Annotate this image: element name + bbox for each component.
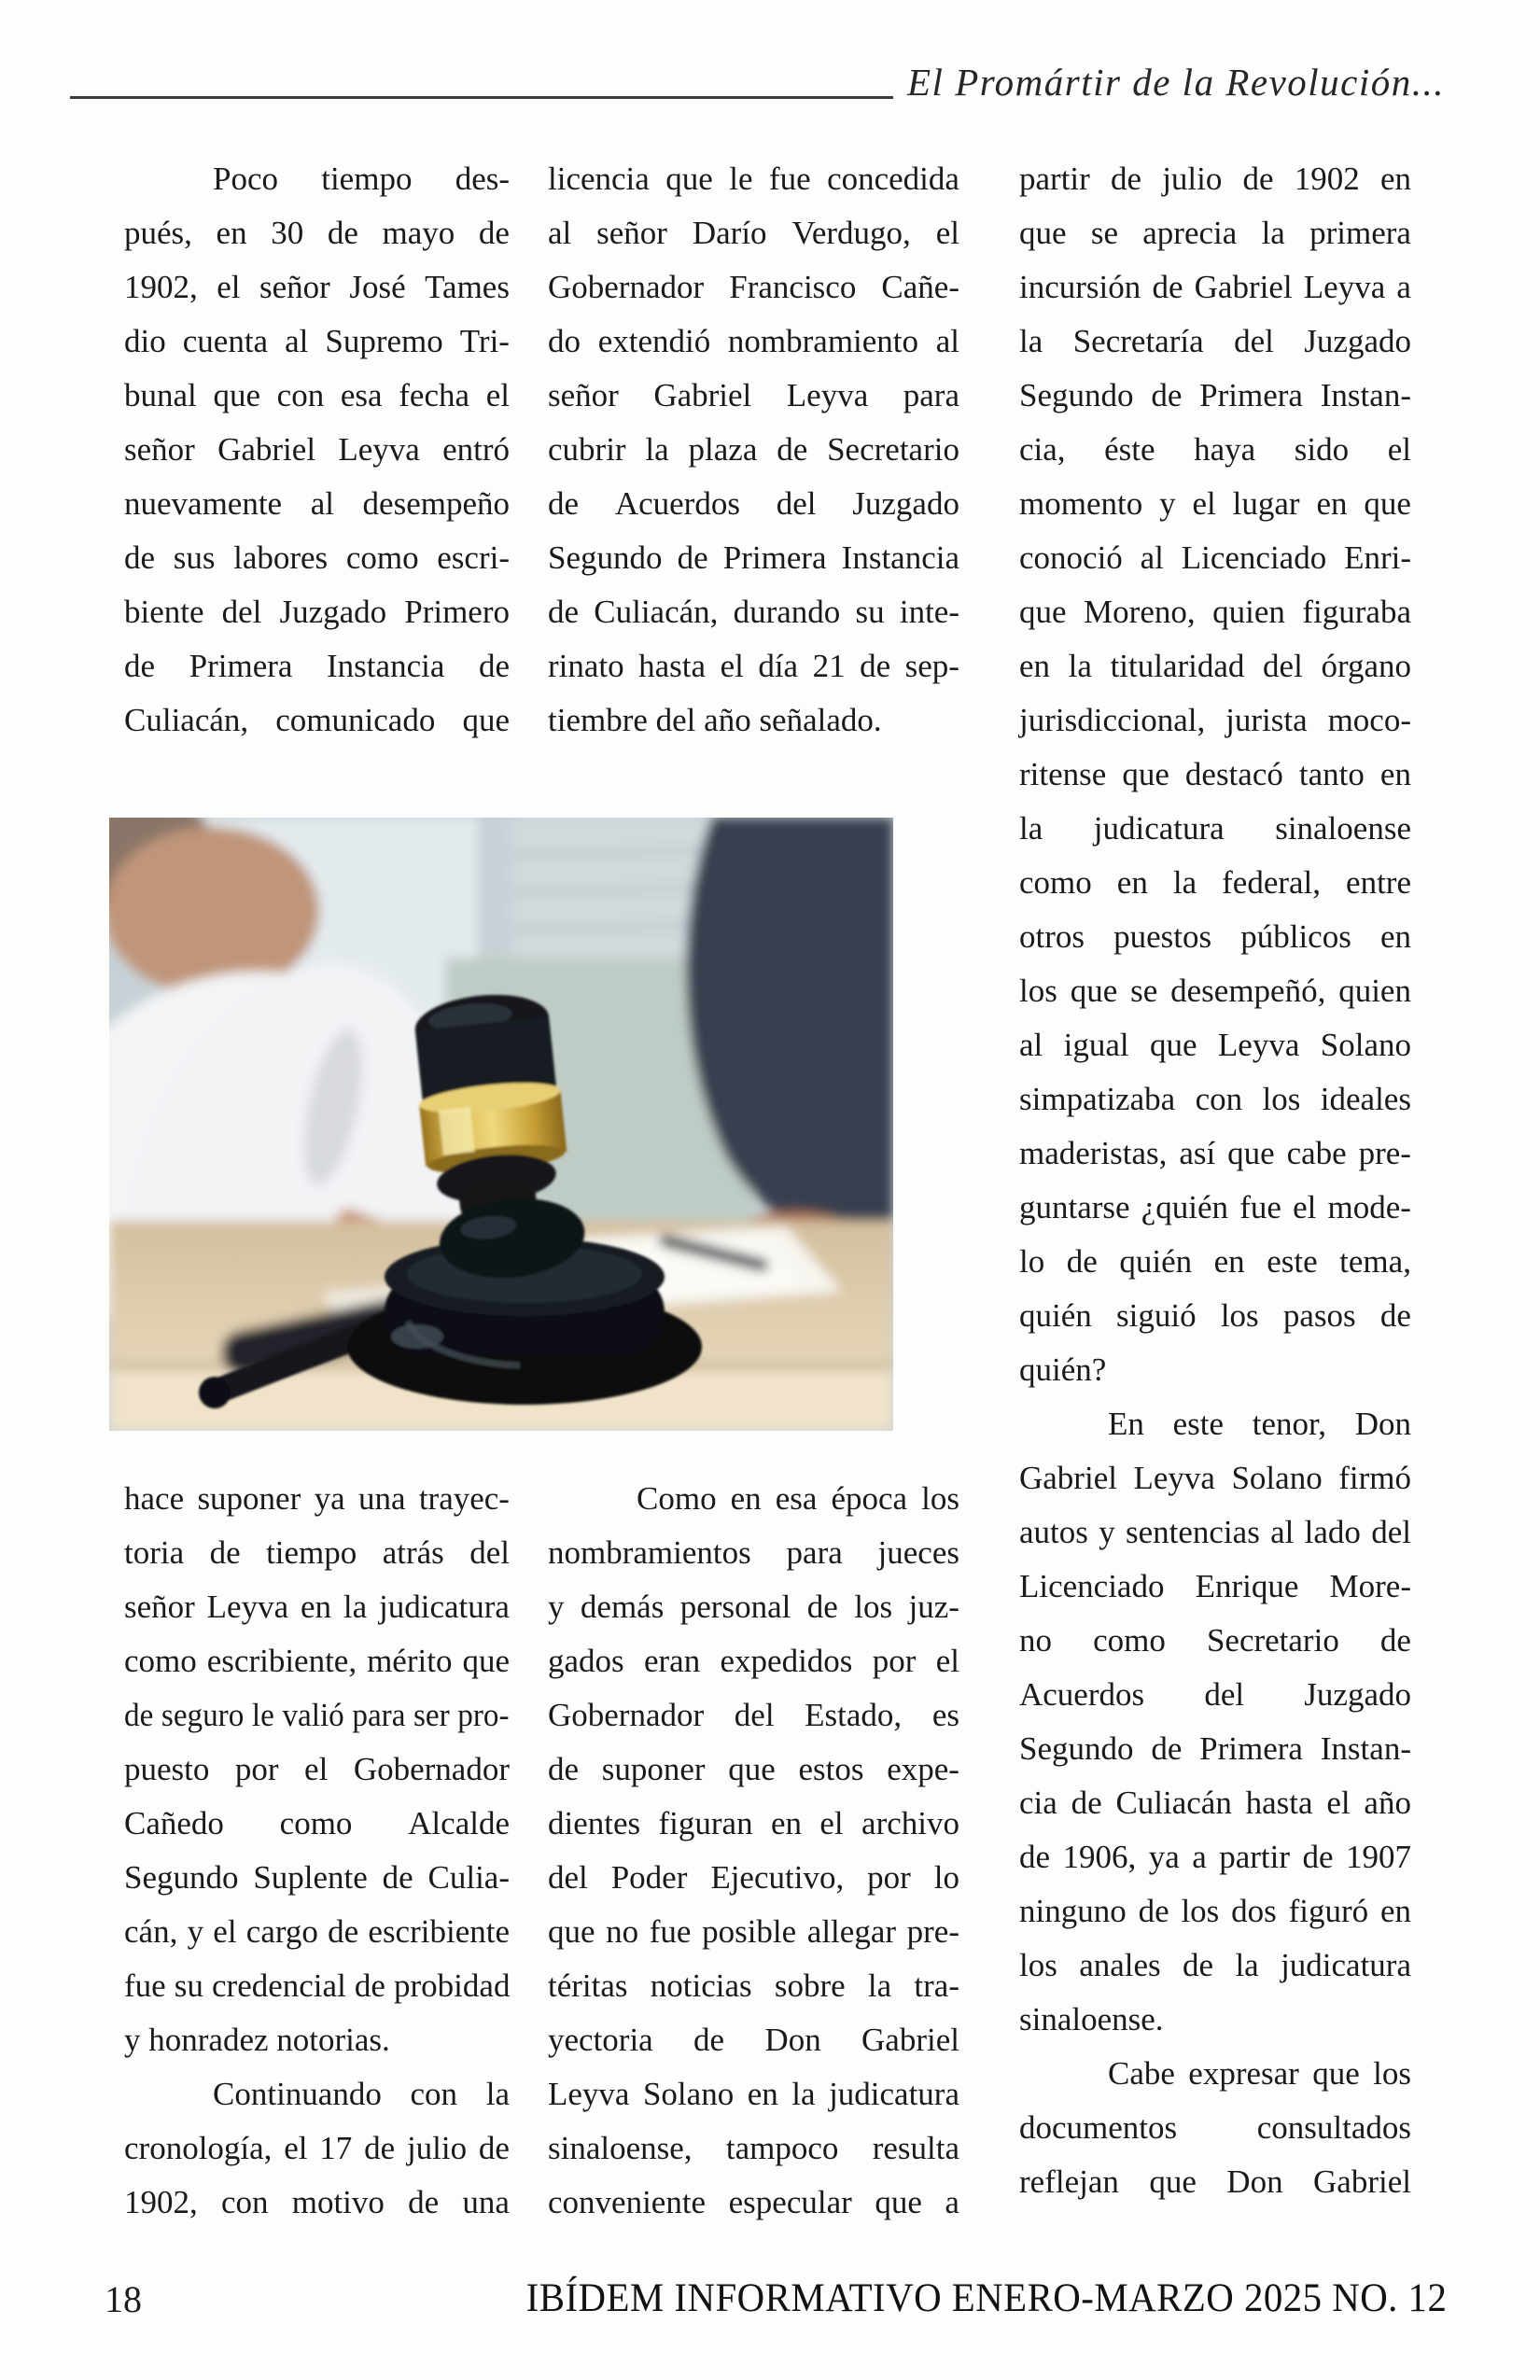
text-line: señor Gabriel Leyva para (548, 377, 959, 413)
text-line: de Primera Instancia de (124, 648, 510, 684)
text-line: guntarse ¿quién fue el mode- (1019, 1189, 1411, 1225)
text-line: conveniente especular que a (548, 2184, 959, 2220)
text-line: tiembre del año señalado. (548, 702, 882, 738)
text-line: cronología, el 17 de julio de (124, 2130, 510, 2166)
text-line: Segundo de Primera Instan- (1019, 1730, 1411, 1767)
text-line: quién siguió los pasos de (1019, 1297, 1411, 1334)
text-line: Licenciado Enrique More- (1019, 1568, 1411, 1604)
text-line: otros puestos públicos en (1019, 918, 1411, 955)
text-line: y demás personal de los juz- (548, 1589, 959, 1625)
text-line: que no fue posible allegar pre- (548, 1913, 959, 1950)
text-line: de Culiacán, durando su inte- (548, 594, 959, 630)
text-line: yectoria de Don Gabriel (548, 2022, 959, 2058)
text-line: como en la federal, entre (1019, 864, 1411, 901)
header-title: El Promártir de la Revolución... (907, 61, 1445, 104)
text-line: quién? (1019, 1351, 1107, 1388)
text-line: conoció al Licenciado Enri- (1019, 539, 1411, 576)
text-line: Acuerdos del Juzgado (1019, 1676, 1411, 1713)
text-line: biente del Juzgado Primero (124, 594, 510, 630)
text-line: sinaloense. (1019, 2001, 1164, 2037)
text-line: do extendió nombramiento al (548, 323, 959, 359)
text-line: hace suponer ya una trayec- (124, 1480, 510, 1517)
text-line: de sus labores como escri- (124, 539, 510, 576)
text-line: 1902, con motivo de una (124, 2184, 510, 2220)
text-line: reflejan que Don Gabriel (1019, 2163, 1411, 2200)
text-line: Gabriel Leyva Solano firmó (1019, 1460, 1411, 1496)
text-line: puesto por el Gobernador (124, 1751, 510, 1787)
header-rule (70, 96, 893, 99)
text-line: señor Gabriel Leyva entró (124, 431, 510, 468)
text-line: incursión de Gabriel Leyva a (1019, 269, 1411, 305)
column-2-top (548, 152, 959, 748)
text-line: Leyva Solano en la judicatura (548, 2076, 959, 2112)
text-line: dio cuenta al Supremo Tri- (124, 323, 510, 359)
text-line: nombramientos para jueces (548, 1534, 959, 1571)
text-line: sinaloense, tampoco resulta (548, 2130, 959, 2166)
text-line: rinato hasta el día 21 de sep- (548, 648, 959, 684)
text-line: que se aprecia la primera (1019, 215, 1411, 251)
text-line: partir de julio de 1902 en (1019, 161, 1411, 197)
column-3 (1019, 152, 1411, 2209)
text-line: la Secretaría del Juzgado (1019, 323, 1411, 359)
text-line: del Poder Ejecutivo, por lo (548, 1859, 959, 1896)
gavel-photo (109, 818, 893, 1431)
text-line: cia, éste haya sido el (1019, 431, 1411, 468)
text-line: toria de tiempo atrás del (124, 1534, 510, 1571)
text-line: cia de Culiacán hasta el año (1019, 1785, 1411, 1821)
text-line: Cabe expresar que los (1108, 2055, 1411, 2092)
text-line: ninguno de los dos figuró en (1019, 1893, 1411, 1929)
text-line: como escribiente, mérito que (124, 1643, 510, 1679)
text-line: pués, en 30 de mayo de (124, 215, 510, 251)
text-line: Como en esa época los (637, 1480, 959, 1517)
footer-page-number: 18 (105, 2278, 142, 2320)
column-2-bottom (548, 1472, 959, 2230)
text-line: lo de quién en este tema, (1019, 1243, 1411, 1280)
text-line: al igual que Leyva Solano (1019, 1027, 1411, 1063)
text-line: de 1906, ya a partir de 1907 (1019, 1839, 1411, 1875)
text-line: Segundo de Primera Instancia (548, 539, 959, 576)
text-line: Cañedo como Alcalde (124, 1805, 510, 1841)
text-line: la judicatura sinaloense (1019, 810, 1411, 847)
text-line: de suponer que estos expe- (548, 1751, 959, 1787)
text-line: Segundo de Primera Instan- (1019, 377, 1411, 413)
gavel-photo-graphic (109, 818, 893, 1431)
text-line: maderistas, así que cabe pre- (1019, 1135, 1411, 1171)
text-line: Culiacán, comunicado que (124, 702, 510, 738)
text-line: señor Leyva en la judicatura (124, 1589, 510, 1625)
text-line: y honradez notorias. (124, 2022, 390, 2058)
text-line: cán, y el cargo de escribiente (124, 1913, 510, 1950)
text-line: al señor Darío Verdugo, el (548, 215, 959, 251)
text-line: cubrir la plaza de Secretario (548, 431, 959, 468)
text-line: que Moreno, quien figuraba (1019, 594, 1411, 630)
text-line: de Acuerdos del Juzgado (548, 485, 959, 522)
text-line: téritas noticias sobre la tra- (548, 1967, 959, 2004)
text-line: simpatizaba con los ideales (1019, 1081, 1411, 1117)
text-line: Gobernador Francisco Cañe- (548, 269, 959, 305)
text-line: ritense que destacó tanto en (1019, 756, 1411, 792)
text-line: 1902, el señor José Tames (124, 269, 510, 305)
text-line: fue su credencial de probidad (124, 1967, 511, 2004)
text-line: Segundo Suplente de Culia- (124, 1859, 510, 1896)
text-line: dientes figuran en el archivo (548, 1805, 959, 1841)
text-line: Poco tiempo des- (213, 161, 510, 197)
column-1-bottom (124, 1472, 510, 2230)
text-line: autos y sentencias al lado del (1019, 1514, 1411, 1550)
text-line: bunal que con esa fecha el (124, 377, 510, 413)
text-line: jurisdiccional, jurista moco- (1019, 702, 1411, 738)
text-line: los anales de la judicatura (1019, 1947, 1411, 1983)
text-line: en la titularidad del órgano (1019, 648, 1411, 684)
text-line: de seguro le valió para ser pro- (124, 1697, 510, 1733)
text-line: Continuando con la (213, 2076, 510, 2112)
text-line: gados eran expedidos por el (548, 1643, 959, 1679)
text-line: nuevamente al desempeño (124, 485, 510, 522)
text-line: no como Secretario de (1019, 1622, 1411, 1659)
text-line: En este tenor, Don (1108, 1406, 1411, 1442)
text-line: Gobernador del Estado, es (548, 1697, 959, 1733)
text-line: los que se desempeñó, quien (1019, 973, 1411, 1009)
text-line: momento y el lugar en que (1019, 485, 1411, 522)
text-line: documentos consultados (1019, 2109, 1411, 2146)
column-1-top (124, 152, 510, 748)
footer-journal-title: IBÍDEM INFORMATIVO ENERO-MARZO 2025 NO. 12 (525, 2276, 1448, 2320)
text-line: licencia que le fue concedida (548, 161, 959, 197)
